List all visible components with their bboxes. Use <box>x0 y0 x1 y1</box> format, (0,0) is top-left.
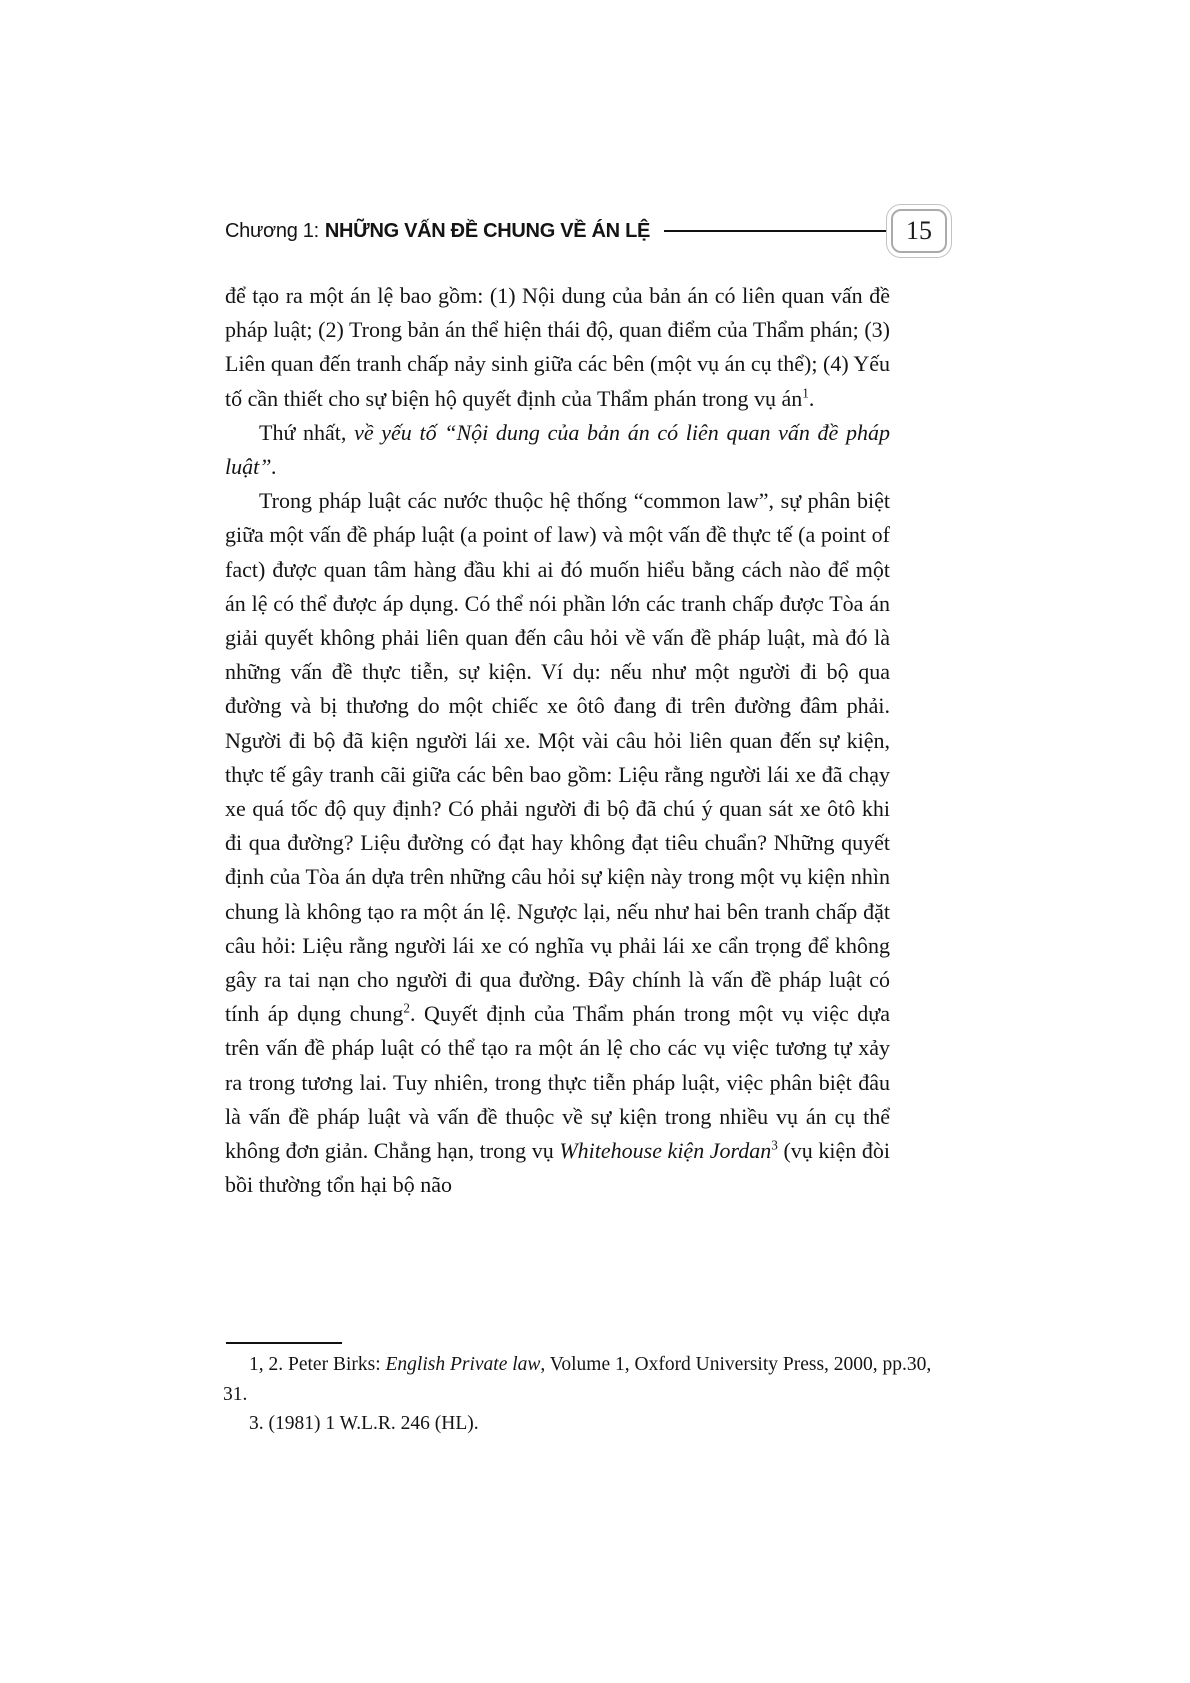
footnote-reference: 1 <box>802 385 809 401</box>
footnotes <box>223 1350 960 1439</box>
page-number: 15 <box>906 216 932 245</box>
chapter-header <box>225 200 952 262</box>
footnote-reference: 3 <box>771 1137 778 1153</box>
text-segment: Thứ nhất, <box>259 419 355 445</box>
text-segment: English Private law <box>385 1354 541 1375</box>
chapter-prefix: Chương 1: <box>225 219 319 242</box>
page-number-box <box>886 204 952 258</box>
footnote-reference: 2 <box>403 1000 410 1016</box>
chapter-title: NHỮNG VẤN ĐỀ CHUNG VỀ ÁN LỆ <box>324 219 651 242</box>
text-segment: để tạo ra một án lệ bao gồm: (1) Nội dung của bản án có liên quan vấn đề pháp luật; (2) Trong bản án thể hiện thái độ, quan điểm của Thẩm phán; (3) Liên quan đến tranh chấp nảy sinh giữa các bên (một vụ án cụ thể); (4) Yếu tố cần thiết cho sự biện hộ quyết định của Thẩm phán trong vụ án <box>225 283 890 411</box>
footnote <box>223 1350 960 1409</box>
text-segment: Whitehouse kiện Jordan <box>559 1138 772 1164</box>
text-segment: . <box>808 385 815 411</box>
header-rule <box>664 230 886 232</box>
paragraph <box>225 416 890 484</box>
text-segment: . Quyết định của Thẩm phán trong một vụ việc dựa trên vấn đề pháp luật có thể tạo ra một án lệ cho các vụ việc tương tự xảy ra trong tương lai. Tuy nhiên, trong thực tiễn pháp luật, việc phân biệt đâu là vấn đề pháp luật và vấn đề thuộc về sự kiện trong nhiều vụ án cụ thể không đơn giản. Chẳng hạn, trong vụ <box>225 1001 890 1164</box>
text-segment: 1, 2. Peter Birks: <box>249 1354 386 1375</box>
paragraph <box>225 279 890 416</box>
text-segment: , Volume 1, Oxford University Press, 2000, pp.30, 31. <box>223 1354 932 1405</box>
text-segment: về yếu tố “Nội dung của bản án có liên quan vấn đề pháp luật”. <box>225 419 890 480</box>
page-number-box-inner <box>891 209 947 253</box>
text-segment: Trong pháp luật các nước thuộc hệ thống “common law”, sự phân biệt giữa một vấn đề pháp luật (a point of law) và một vấn đề thực tế (a point of fact) được quan tâm hàng đầu khi ai đó muốn hiểu bằng cách nào để một án lệ có thể được áp dụng. Có thể nói phần lớn các tranh chấp được Tòa án giải quyết không phải liên quan đến câu hỏi về vấn đề pháp luật, mà đó là những vấn đề thực tiễn, sự kiện. Ví dụ: nếu như một người đi bộ qua đường và bị thương do một chiếc xe ôtô đang đi trên đường đâm phải. Người đi bộ đã kiện người lái xe. Một vài câu hỏi liên quan đến sự kiện, thực tế gây tranh cãi giữa các bên bao gồm: Liệu rằng người lái xe đã chạy xe quá tốc độ quy định? Có phải người đi bộ đã chú ý quan sát xe ôtô khi đi qua đường? Liệu đường có đạt hay không đạt tiêu chuẩn? Những quyết định của Tòa án dựa trên những câu hỏi sự kiện này trong một vụ kiện nhìn chung là không tạo ra một án lệ. Ngược lại, nếu như hai bên tranh chấp đặt câu hỏi: Liệu rằng người lái xe có nghĩa vụ phải lái xe cẩn trọng để không gây ra tai nạn cho người đi qua đường. Đây chính là vấn đề pháp luật có tính áp dụng chung <box>225 488 890 1027</box>
footnote <box>223 1409 960 1439</box>
body-text <box>225 279 890 1202</box>
text-segment: 3. (1981) 1 W.L.R. 246 (HL). <box>249 1413 479 1434</box>
footnote-divider <box>226 1342 342 1344</box>
text-segment: (vụ kiện đòi bồi thường tổn hại bộ não <box>225 1138 890 1198</box>
paragraph <box>225 484 890 1202</box>
